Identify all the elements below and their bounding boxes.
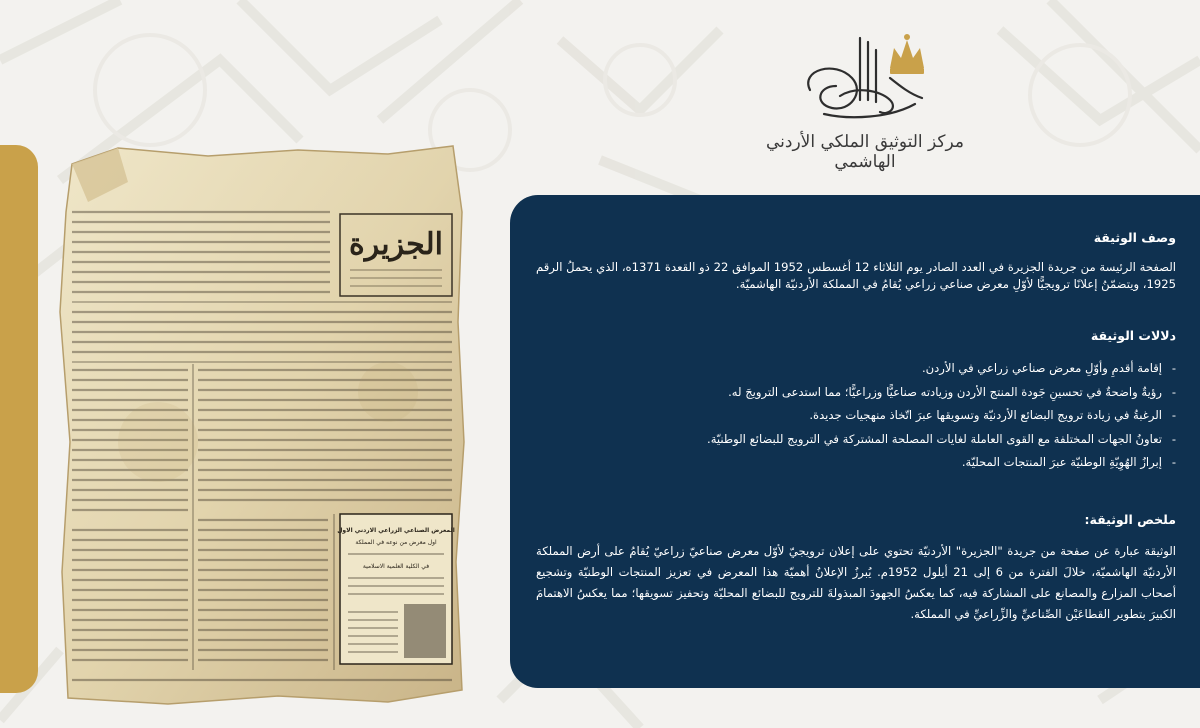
list-item: - رؤيةٌ واضحةٌ في تحسينِ جَودة المنتج الأردن وزيادته صناعيًّا وزراعيًّا؛ مما استدعى الترويجَ له.	[536, 381, 1176, 405]
info-panel	[510, 195, 1200, 688]
list-item: - إبرازُ الهُوِيّةِ الوطنيّة عبرَ المنتجات المحليّة.	[536, 451, 1176, 475]
bullet-dash: -	[1171, 431, 1176, 446]
ad-line-1: المعرض الصناعي الزراعي الاردني الاول	[337, 527, 455, 534]
list-item: - تعاونُ الجهات المختلفة مع القوى العاملة لغايات المصلحة المشتركة في الترويج للبضائع الوطنيّة.	[536, 428, 1176, 452]
newspaper-masthead: الجزيرة	[348, 227, 444, 262]
bullet-dash: -	[1171, 455, 1176, 469]
significance-list	[536, 357, 1176, 475]
logo	[740, 20, 990, 172]
bullet-dash: -	[1171, 361, 1176, 375]
significance-title: دلالات الوثيقة	[1090, 328, 1176, 343]
ad-line-3: في الكلية العلمية الاسلامية	[362, 563, 430, 570]
description-title: وصف الوثيقة	[1093, 230, 1176, 245]
list-item: - إقامة أقدمِ وأوّلِ معرض صناعي زراعي في الأردن.	[536, 357, 1176, 381]
list-item: - الرغبةُ في زيادة ترويج البضائع الأردنيّة وتسويقها عبرَ اتّخاذ منهجيات جديدة.	[536, 404, 1176, 428]
royal-emblem-icon	[740, 20, 990, 130]
gold-accent-bar	[0, 145, 38, 693]
bullet-dash: -	[1171, 408, 1176, 422]
summary-title: ملخص الوثيقة:	[1084, 511, 1176, 527]
newspaper-document-image	[58, 142, 470, 708]
summary-body: الوثيقة عبارة عن صفحة من جريدة "الجزيرة" الأردنيّة تحتوي على إعلان ترويجيّ لأوّل معرض صناعيّ زراعيّ يُقامُ على أرض المملكة الأردنيّة الهاشميّة، خلالَ الفترة من 6 إلى 21 أيلول 1952م. يُبرزُ الإعلانُ أهميّة هذا المعرض في تعزيز المنتجات الوطنيّة وتشجيع أصحاب المزارع والمصانع على المشاركة فيه، كما يعكسُ الجهودَ المبذولةَ للترويج للبضائع المحليّة وتحفيز تسويقها؛ مما يعكسُ الاهتمامَ الكبيرَ بتطوير القطاعَيْن الصِّناعيِّ والزِّراعيِّ في المملكة.	[536, 543, 1176, 621]
ad-line-2: اول معرض من نوعه في المملكة	[355, 539, 437, 546]
org-name: مركز التوثيق الملكي الأردني الهاشمي	[765, 132, 965, 172]
bullet-dash: -	[1171, 384, 1176, 399]
description-body: الصفحة الرئيسة من جريدة الجزيرة في العدد الصادر يوم الثلاثاء 12 أغسطس 1952 الموافق 22 ذو القعدة 1371ه، الذي يحملُ الرقم 1925، ويتضمّنُ إعلانًا ترويجيًّا لأوّلِ معرض صناعي زراعي يُقامُ في المملكة الأردنيّة الهاشميّة.	[536, 260, 1176, 291]
